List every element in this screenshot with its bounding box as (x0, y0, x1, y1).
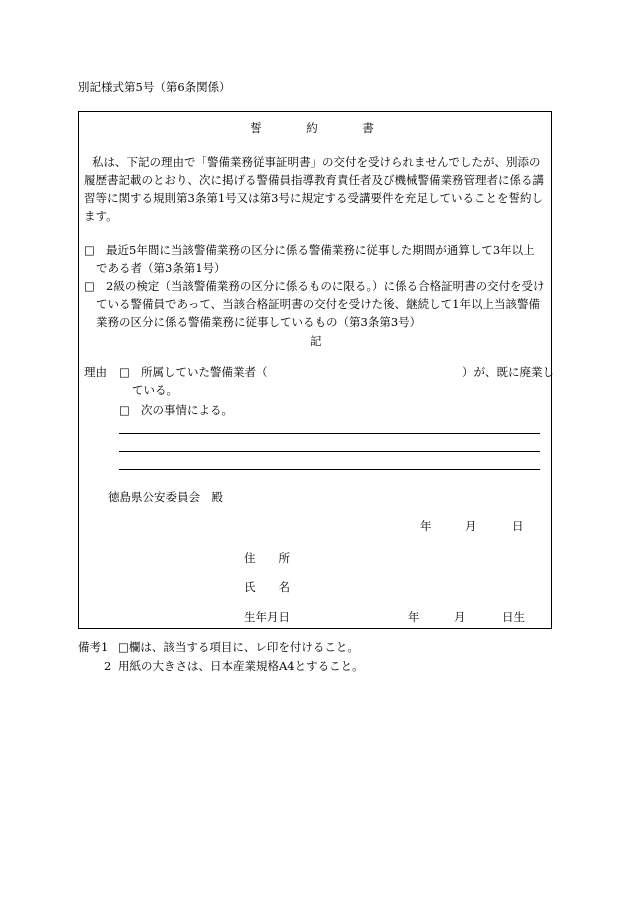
note-1: □欄は、該当する項目に、レ印を付けること。 (118, 640, 359, 654)
date-year-label: 年 (420, 519, 432, 533)
reason-option1-line2: ている。 (132, 383, 178, 397)
requirement-checkbox[interactable]: □ (84, 243, 95, 257)
intro-line: ます。 (84, 209, 118, 223)
title-char-1: 誓 (250, 121, 262, 135)
reason-write-line[interactable] (119, 433, 540, 434)
reason-option2-checkbox[interactable]: □ (119, 403, 130, 417)
reason-write-line[interactable] (119, 469, 540, 470)
requirement-text: 2級の検定（当該警備業務の区分に係るものに限る。）に係る合格証明書の交付を受け (106, 279, 545, 293)
reason-option1-prefix: 所属していた警備業者（ (141, 365, 268, 379)
requirement-text: ている警備員であって、当該合格証明書の交付を受けた後、継続して1年以上当該警備 (96, 297, 540, 311)
reason-option2-text: 次の事情による。 (141, 403, 233, 417)
title-char-3: 書 (362, 121, 374, 135)
requirement-checkbox[interactable]: □ (84, 279, 95, 293)
birthdate-label: 生年月日 (244, 610, 290, 624)
birth-day-label: 日生 (502, 610, 525, 624)
requirement-text: 最近5年間に当該警備業務の区分に係る警備業務に従事した期間が通算して3年以上 (106, 243, 535, 257)
note-2: 用紙の大きさは、日本産業規格A4とすること。 (118, 659, 364, 673)
reason-write-line[interactable] (119, 451, 540, 452)
date-month-label: 月 (465, 519, 477, 533)
form-label: 別記様式第5号（第6条関係） (78, 80, 231, 94)
addressee: 徳島県公安委員会 殿 (108, 490, 223, 504)
intro-line: 習等に関する規則第3条第1号又は第3号に規定する受講要件を充足していることを誓約し (84, 191, 543, 205)
document-title (228, 120, 396, 137)
requirement-text: である者（第3条第1号） (96, 261, 226, 275)
date-day-label: 日 (512, 519, 524, 533)
birth-month-label: 月 (454, 610, 466, 624)
title-char-2: 約 (306, 121, 318, 135)
note-2-number: 2 (104, 659, 112, 673)
intro-line: 履歴書記載のとおり、次に掲げる警備員指導教育責任者及び機械警備業務管理者に係る講 (84, 173, 544, 187)
requirement-text: 業務の区分に係る警備業務に従事しているもの（第3条第3号） (96, 315, 422, 329)
ki-heading: 記 (310, 334, 322, 348)
notes-label: 備考1 (78, 640, 109, 654)
intro-line: 私は、下記の理由で「警備業務従事証明書」の交付を受けられませんでしたが、別添の (92, 155, 541, 169)
name-label: 氏 名 (244, 580, 290, 594)
reason-label: 理由 (84, 365, 107, 379)
address-label: 住 所 (244, 551, 290, 565)
birth-year-label: 年 (408, 610, 420, 624)
reason-option1-suffix: ）が、既に廃業し (462, 365, 554, 379)
reason-option1-checkbox[interactable]: □ (119, 365, 130, 379)
